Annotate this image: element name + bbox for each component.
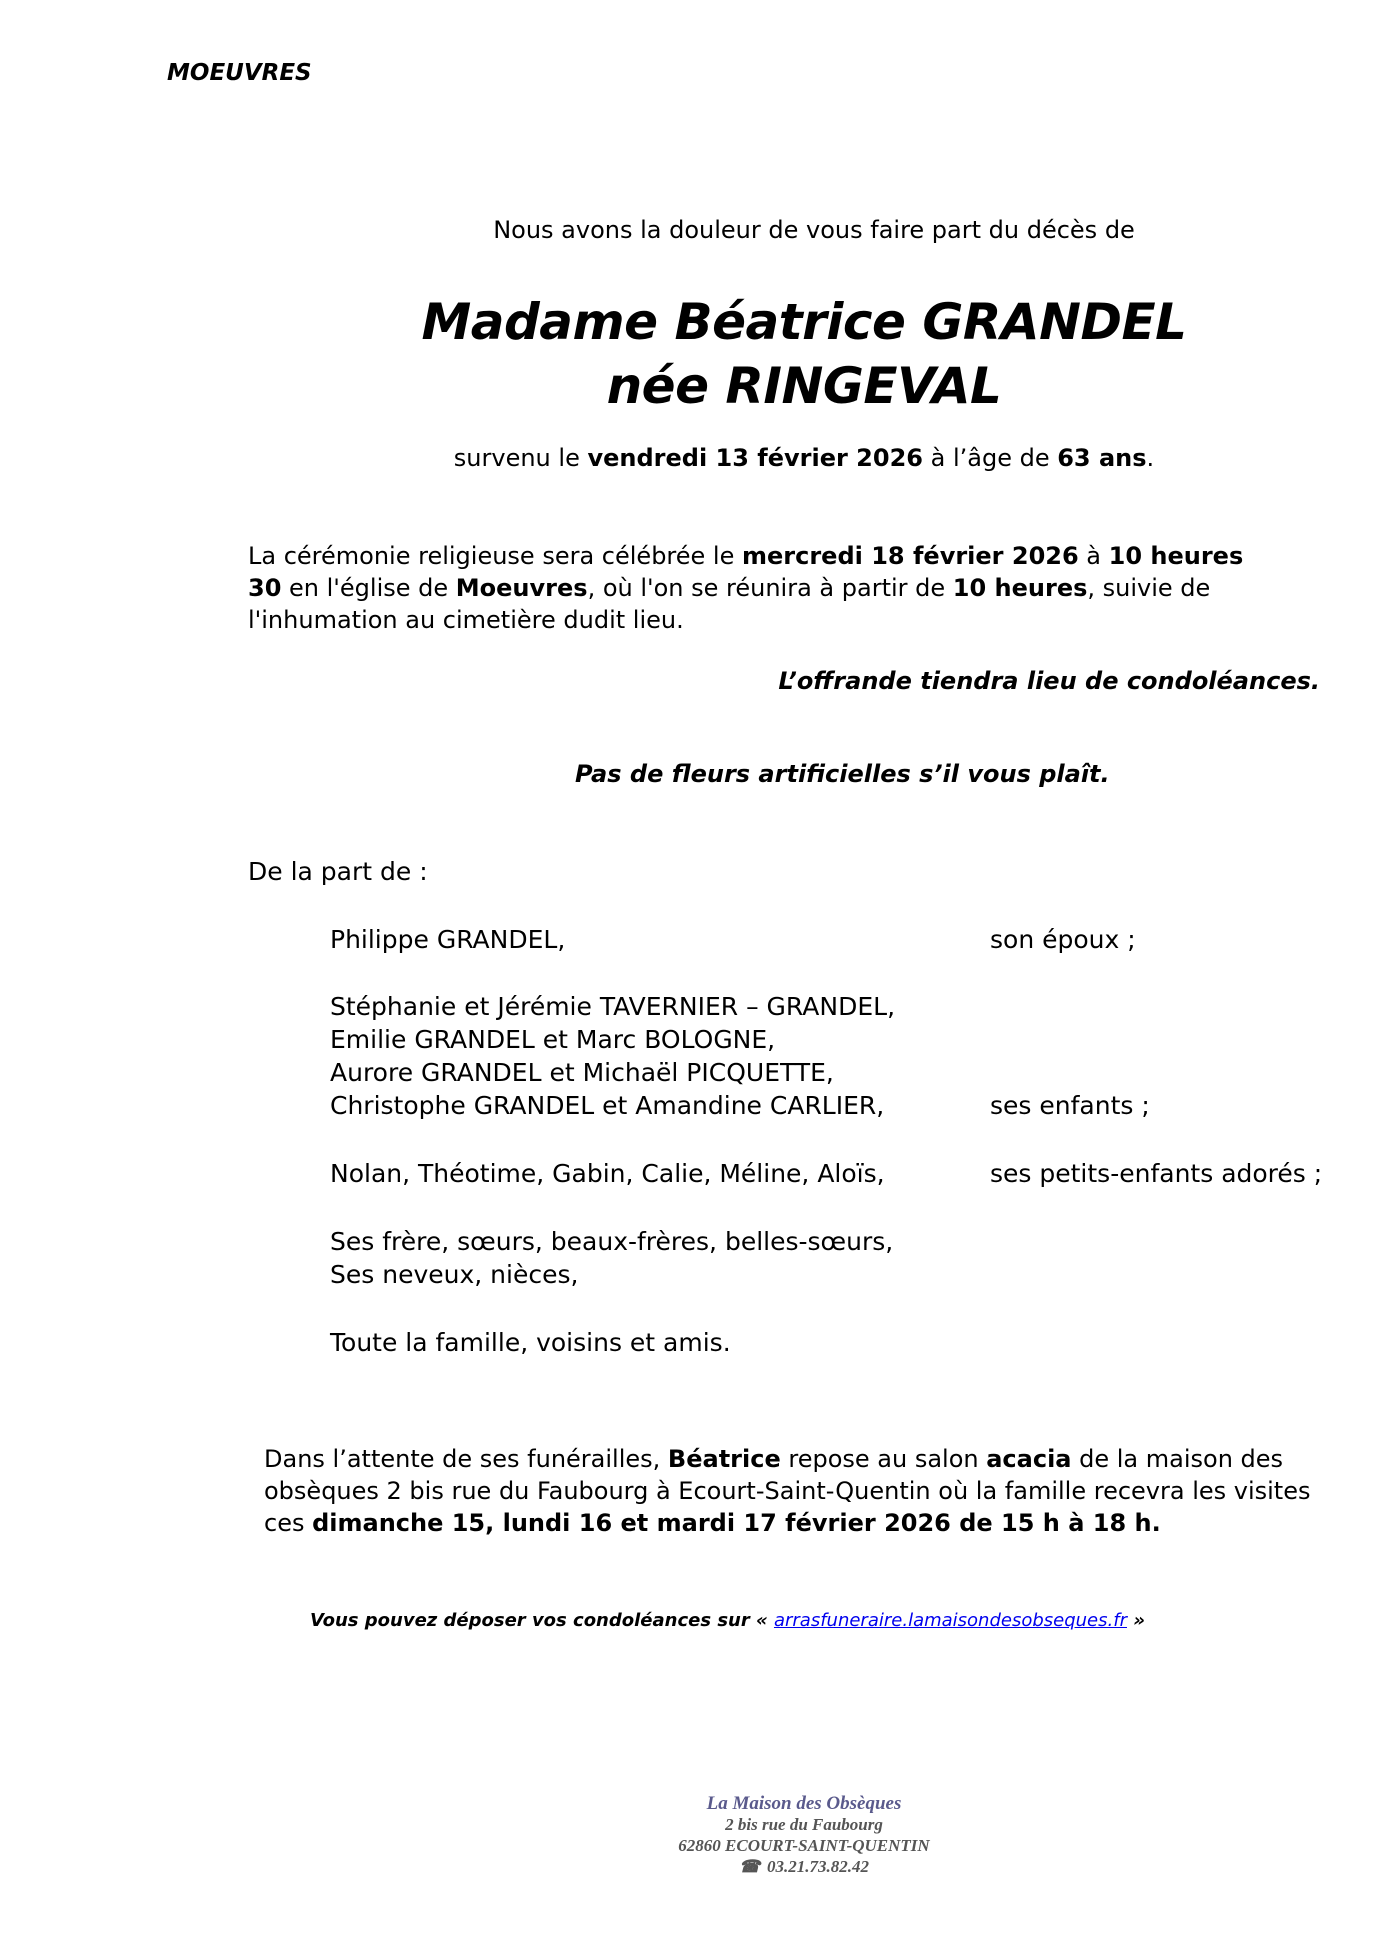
- name-line-1: Madame Béatrice GRANDEL: [421, 293, 1187, 351]
- footer-address-2: 62860 ECOURT-SAINT-QUENTIN: [678, 1836, 930, 1855]
- child-line: Aurore GRANDEL et Michaël PICQUETTE,: [330, 1058, 834, 1087]
- ceremony-text-3: en l'église de: [281, 574, 456, 602]
- telephone-icon: ☎: [739, 1857, 761, 1876]
- visitation-text-1: Dans l’attente de ses funérailles,: [264, 1445, 668, 1473]
- children-list: [330, 990, 895, 1122]
- deces-text-2: à l’âge de: [922, 444, 1058, 472]
- condolences-line: [310, 1610, 1145, 1631]
- spouse-name: Philippe GRANDEL,: [330, 925, 566, 954]
- footer-contact: [0, 1793, 1378, 1877]
- offering-note: L’offrande tiendra lieu de condoléances.: [778, 667, 1320, 695]
- death-date-line: [0, 444, 1378, 472]
- ceremony-place: Moeuvres: [455, 574, 588, 602]
- from-label: De la part de :: [248, 857, 428, 886]
- visitation-salon: acacia: [986, 1445, 1072, 1473]
- ceremony-paragraph: [248, 540, 1278, 636]
- child-line: Emilie GRANDEL et Marc BOLOGNE,: [330, 1025, 776, 1054]
- footer-phone: 03.21.73.82.42: [767, 1857, 869, 1876]
- deces-text-1: survenu le: [453, 444, 588, 472]
- deceased-name: [0, 290, 1378, 418]
- spouse-role: son époux ;: [990, 925, 1136, 954]
- child-line: Christophe GRANDEL et Amandine CARLIER,: [330, 1091, 885, 1120]
- ceremony-text-1: La cérémonie religieuse sera célébrée le: [248, 542, 742, 570]
- footer-address-1: 2 bis rue du Faubourg: [725, 1815, 883, 1834]
- flowers-note: Pas de fleurs artificielles s’il vous plaît.: [575, 760, 1110, 788]
- nephews-line: Ses neveux, nièces,: [330, 1260, 579, 1289]
- siblings-line: Ses frère, sœurs, beaux-frères, belles-sœurs,: [330, 1227, 894, 1256]
- children-role: ses enfants ;: [990, 1091, 1150, 1120]
- visitation-firstname: Béatrice: [667, 1445, 781, 1473]
- condolences-text-2: »: [1126, 1610, 1145, 1631]
- condolences-text-1: Vous pouvez déposer vos condoléances sur «: [310, 1610, 774, 1631]
- grandchildren-names: Nolan, Théotime, Gabin, Calie, Méline, Aloïs,: [330, 1159, 885, 1188]
- visitation-text-3: de la maison des obsèques 2 bis rue du Faubourg à Ecourt-Saint-Quentin où la famille recevra les visites ces: [264, 1445, 1311, 1537]
- ceremony-text-5: , suivie de l'inhumation au cimetière dudit lieu.: [248, 574, 1211, 634]
- ceremony-text-2: à: [1078, 542, 1109, 570]
- siblings-lines: [330, 1225, 893, 1291]
- footer-company-name: La Maison des Obsèques: [706, 1793, 902, 1814]
- child-line: Stéphanie et Jérémie TAVERNIER – GRANDEL,: [330, 992, 896, 1021]
- grandchildren-role: ses petits-enfants adorés ;: [990, 1159, 1323, 1188]
- visitation-paragraph: [264, 1443, 1324, 1539]
- deces-date: vendredi 13 février 2026: [587, 444, 923, 472]
- town-heading: MOEUVRES: [167, 60, 312, 86]
- deces-age: 63 ans: [1057, 444, 1147, 472]
- ceremony-time: 10 heures 30: [248, 542, 1244, 602]
- visitation-text-2: repose au salon: [780, 1445, 987, 1473]
- family-line: Toute la famille, voisins et amis.: [330, 1328, 731, 1357]
- condolences-link[interactable]: arrasfuneraire.lamaisondesobseques.fr: [773, 1610, 1127, 1631]
- ceremony-date: mercredi 18 février 2026: [742, 542, 1079, 570]
- name-line-2: née RINGEVAL: [606, 357, 1002, 415]
- ceremony-text-4: , où l'on se réunira à partir de: [587, 574, 953, 602]
- deces-text-3: .: [1146, 444, 1155, 472]
- intro-text: Nous avons la douleur de vous faire part du décès de: [493, 216, 1135, 244]
- ceremony-meeting-time: 10 heures: [952, 574, 1088, 602]
- visitation-dates: dimanche 15, lundi 16 et mardi 17 février 2026 de 15 h à 18 h.: [312, 1509, 1161, 1537]
- footer-phone-line: [230, 1856, 1378, 1877]
